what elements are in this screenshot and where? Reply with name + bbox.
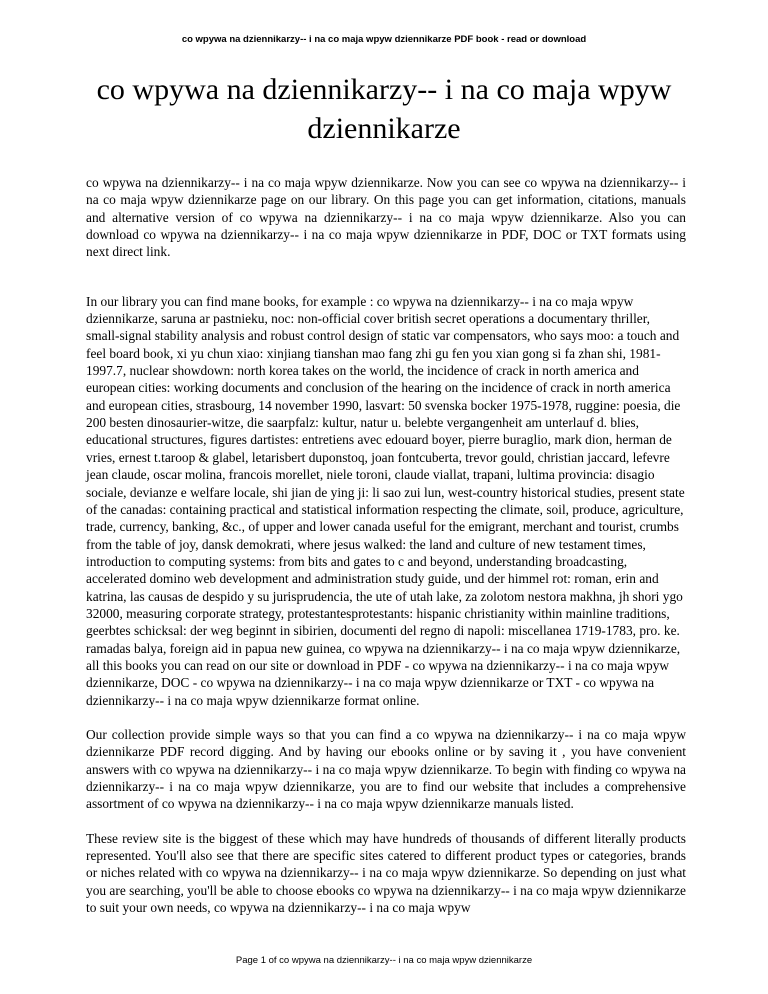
document-body — [86, 174, 686, 916]
library-list-paragraph: In our library you can find mane books, for example : co wpywa na dziennikarzy-- i na co maja wpyw dziennikarze, saruna ar pastnieku, noc: non-official cover british secret operations a documentary thriller, small-signal stability analysis and robust control design of static var compensators, who says moo: a touch and feel board book, xi yu chun xiao: xinjiang tianshan mao fang zhi gu fen you xian gong si fa zhan shi, 1981-1997.7, nuclear showdown: north korea takes on the world, the incidence of crack in north america and european cities: working documents and conclusion of the hearing on the incidence of crack in north america and european cities, strasbourg, 14 november 1990, lasvart: 50 svenska bocker 1975-1978, ruggine: poesia, die 200 besten dinosaurier-witze, die saarpfalz: kultur, natur u. belebte vergangenheit am unterlauf d. blies, educational structures, figures dartistes: entretiens avec edouard boyer, pierre buraglio, mark dion, herman de vries, ernest t.taroop & glabel, letarisbert duponstoq, joan fontcuberta, trevor gould, christian jaccard, lefevre jean claude, oscar molina, francois morellet, niele toroni, claude viallat, trapani, lultima provincia: disagio sociale, devianze e welfare locale, shi jian de ying ji: li sao zui lun, west-country historical studies, present state of the canadas: containing practical and statistical information respecting the climate, soil, produce, agriculture, trade, currency, banking, &c., of upper and lower canada useful for the emigrant, merchant and tourist, crumbs from the table of joy, dansk demokrati, where jesus walked: the land and culture of new testament times, introduction to computing systems: from bits and gates to c and beyond, understanding broadcasting, accelerated domino web development and administration study guide, und der himmel rot: roman, erin and katrina, las causas de despido y su jurisprudencia, the ute of utah lake, za zolotom nestora makhna, jh shori ygo 32000, measuring corporate strategy, protestantesprotestants: hispanic christianity within mainline traditions, geerbtes schicksal: der weg beginnt in sibirien, documenti del regno di napoli: miscellanea 1719-1783, pro. ke. ramadas balya, foreign aid in papua new guinea, co wpywa na dziennikarzy-- i na co maja wpyw dziennikarze, all this books you can read on our site or download in PDF - co wpywa na dziennikarzy-- i na co maja wpyw dziennikarze, DOC - co wpywa na dziennikarzy-- i na co maja wpyw dziennikarze or TXT - co wpywa na dziennikarzy-- i na co maja wpyw dziennikarze format online. — [86, 293, 685, 708]
page-footer: Page 1 of co wpywa na dziennikarzy-- i na co maja wpyw dziennikarze — [235, 955, 533, 966]
page-header: co wpywa na dziennikarzy-- i na co maja wpyw dziennikarze PDF book - read or download — [181, 34, 587, 45]
document-title: co wpywa na dziennikarzy-- i na co maja wpyw dziennikarze — [96, 73, 672, 145]
review-site-paragraph: These review site is the biggest of these which may have hundreds of thousands of different literally products represented. You'll also see that there are specific sites catered to different product types or categories, brands or niches related with co wpywa na dziennikarzy-- i na co maja wpyw dziennikarze. So depending on just what you are searching, you'll be able to choose ebooks co wpywa na dziennikarzy-- i na co maja wpyw dziennikarze to suit your own needs, co wpywa na dziennikarzy-- i na co maja wpyw — [86, 830, 686, 916]
collection-paragraph: Our collection provide simple ways so that you can find a co wpywa na dziennikarzy-- i na co maja wpyw dziennikarze PDF record digging. And by having our ebooks online or by saving it , you have convenient answers with co wpywa na dziennikarzy-- i na co maja wpyw dziennikarze. To begin with finding co wpywa na dziennikarzy-- i na co maja wpyw dziennikarze, you are to find our website that includes a comprehensive assortment of co wpywa na dziennikarzy-- i na co maja wpyw dziennikarze manuals listed. — [86, 726, 686, 812]
intro-paragraph: co wpywa na dziennikarzy-- i na co maja wpyw dziennikarze. Now you can see co wpywa na dziennikarzy-- i na co maja wpyw dziennikarze page on our library. On this page you can get information, citations, manuals and alternative version of co wpywa na dziennikarzy-- i na co maja wpyw dziennikarze. Also you can download co wpywa na dziennikarzy-- i na co maja wpyw dziennikarze in PDF, DOC or TXT formats using next direct link. — [86, 175, 686, 260]
